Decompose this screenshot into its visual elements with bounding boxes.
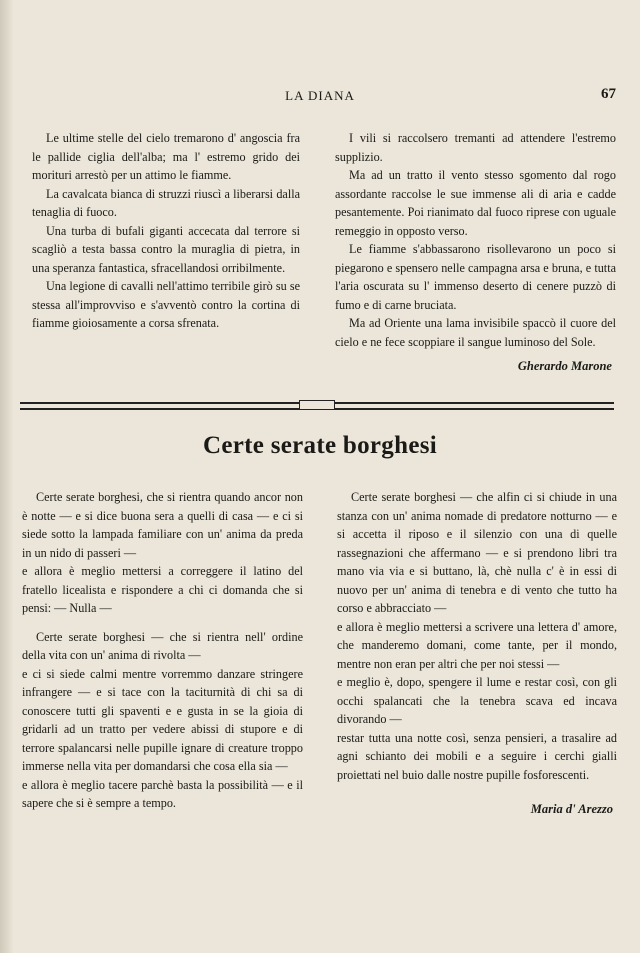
section-divider [20, 399, 614, 413]
paragraph: restar tutta una notte così, senza pensieri, a trasalire ad agni schianto dei mobili e a seguire i cerchi gialli proiettati nel buio dalle nostre pupille fosforescenti. [337, 730, 617, 782]
paragraph: Una turba di bufali giganti accecata dal terrore si scagliò a testa bassa contro la muraglia di pietra, in una speranza fantastica, sfracellandosi orribilmente. [32, 223, 300, 275]
paragraph: e allora è meglio tacere parchè basta la possibilità — e il sapere che si è sempre a tempo. [22, 777, 303, 810]
story2-right-body [337, 488, 617, 784]
story1-signature: Gherardo Marone [517, 359, 612, 373]
paragraph: Certe serate borghesi — che alfin ci si chiude in una stanza con un' anima nomade di predatore notturno — e si accetta il riposo e il silenzio con una di quelle rassegnazioni che affermano — e si prendono libri tra mano via via e si buttano, là, chè nulla c' è in essi di nuovo per un' anima di tenebra e di vento che tutto ha corso e abbracciato — [337, 490, 617, 615]
paragraph: Certe serate borghesi, che si rientra quando ancor non è notte — e si dice buona sera a quelli di casa — e ci si siede sotto la lampada familiare con un' anima da preda in un nido di passeri — [22, 490, 303, 560]
paragraph: e allora è meglio mettersi a correggere il latino del fratello licealista e rispondere a chi ci domanda che si pensi: — Nulla — [22, 564, 303, 615]
running-head: LA DIANA [285, 88, 355, 103]
paragraph: e meglio è, dopo, spengere il lume e restar così, con gli occhi spalancati che la tenebra scava ed incava divorando — [337, 675, 617, 726]
paragraph: e ci si siede calmi mentre vorremmo danzare stringere infrangere — e si tace con la taciturnità di chi sa di conoscere tutti gli spaventi e e gusta in se la gioia di gridarli ad un tratto per vedere abissi di stupore e di terrore spalancarsi nelle pupille ignare di creature troppo immerse nella vita per domandarsi che cosa ella sia — [22, 666, 303, 773]
page-number: 67 [601, 86, 616, 102]
paragraph: Certe serate borghesi — che si rientra nell' ordine della vita con un' anima di rivolta — [22, 629, 303, 662]
paragraph: Ma ad Oriente una lama invisibile spaccò il cuore del cielo e ne fece scoppiare il sangue luminoso del Sole. [335, 316, 616, 349]
paragraph: I vili si raccolsero tremanti ad attendere l'estremo supplizio. [335, 131, 616, 164]
story1-right-body [335, 129, 616, 351]
paragraph: Ma ad un tratto il vento stesso sgomento dal rogo assordante raccolse le sue immense ali di aria e cadde pesantemente. Poi rianimato dal fuoco riprese con uguale remeggio in opposto verso. [335, 168, 616, 238]
paragraph: e allora è meglio mettersi a scrivere una lettera d' amore, che manderemo domani, come tante, per il mondo, mentre non eran per altri che per noi stessi — [337, 619, 617, 671]
divider-ornament [299, 400, 335, 410]
story1-left-column [32, 129, 300, 333]
page-header [0, 88, 640, 108]
paragraph: Una legione di cavalli nell'attimo terribile girò su se stessa all'improvviso e s'avventò contro la cortina di fiamme gioiosamente a corsa sfrenata. [32, 279, 300, 330]
paragraph: Le fiamme s'abbassarono risollevarono un poco si piegarono e spensero nelle campagna arsa e bruna, e tutta l'aria oscurata su l' immenso deserto di cenere puzzò di fumo e di carne bruciata. [335, 242, 616, 312]
story2-left-column [22, 488, 303, 813]
article-title: Certe serate borghesi [203, 432, 437, 459]
paragraph: Le ultime stelle del cielo tremarono d' angoscia fra le pallide ciglia dell'alba; ma l' estremo grido dei morituri arrestò per un attimo le fiamme. [32, 131, 300, 182]
paragraph: La cavalcata bianca di struzzi riuscì a liberarsi dalla tenaglia di fuoco. [32, 186, 300, 219]
page-gutter-shadow [0, 0, 14, 953]
story1-right-column [335, 129, 616, 376]
story2-right-column [337, 488, 617, 819]
story2-signature: Maria d' Arezzo [530, 802, 613, 816]
